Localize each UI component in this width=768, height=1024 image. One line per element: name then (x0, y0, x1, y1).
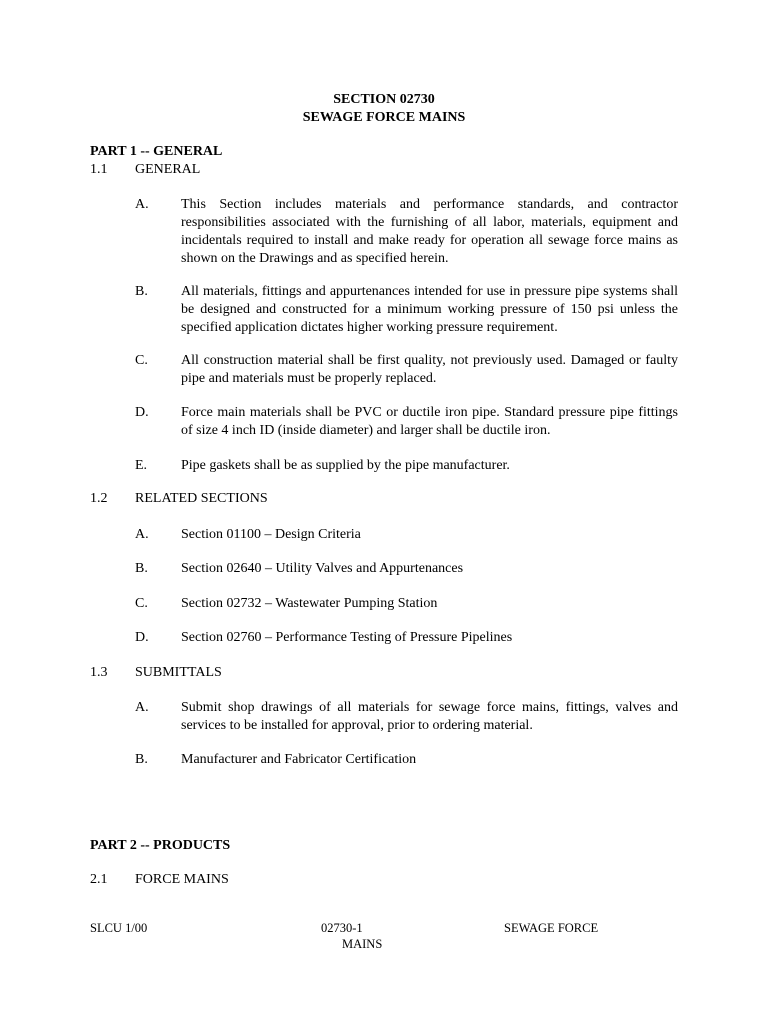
item-1-3-a-text: Submit shop drawings of all materials for sewage force mains, fittings, valves and services to be installed for approval, prior to ordering material. (181, 700, 678, 733)
item-1-3-b-text: Manufacturer and Fabricator Certification (181, 752, 417, 767)
item-1-1-e-text: Pipe gaskets shall be as supplied by the pipe manufacturer. (181, 458, 510, 473)
section-1-1-title: GENERAL (135, 162, 201, 177)
footer-left: SLCU 1/00 (90, 921, 148, 935)
item-1-1-b-letter: B. (135, 284, 148, 299)
item-1-1-a-letter: A. (135, 197, 149, 212)
item-1-2-c-text: Section 02732 – Wastewater Pumping Station (181, 596, 438, 611)
footer-wrap: MAINS (342, 937, 383, 951)
item-1-1-b-text: All materials, fittings and appurtenances intended for use in pressure pipe systems shall be designed and constructed for a minimum working pressure of 150 psi unless the specified application dictates higher working pressure requirement. (181, 284, 678, 335)
section-2-1-number: 2.1 (90, 872, 108, 887)
item-1-1-e-letter: E. (135, 458, 148, 473)
footer-page-number: 02730-1 (321, 921, 363, 935)
item-1-2-d-text: Section 02760 – Performance Testing of Pressure Pipelines (181, 630, 513, 645)
item-1-1-c-text: All construction material shall be first quality, not previously used. Damaged or faulty pipe and materials must be properly replaced. (181, 353, 678, 386)
section-1-1-number: 1.1 (90, 162, 108, 177)
section-1-2-title: RELATED SECTIONS (135, 491, 268, 506)
item-1-3-a-letter: A. (135, 700, 149, 715)
item-1-2-b-text: Section 02640 – Utility Valves and Appurtenances (181, 561, 464, 576)
section-2-1-title: FORCE MAINS (135, 872, 229, 887)
item-1-1-a-text: This Section includes materials and performance standards, and contractor responsibilities associated with the furnishing of all labor, materials, equipment and incidentals required to install and make ready for operation all sewage force mains as shown on the Drawings and as specified herein. (181, 197, 678, 266)
item-1-1-d-letter: D. (135, 405, 149, 420)
item-1-3-b-letter: B. (135, 752, 148, 767)
section-1-2-number: 1.2 (90, 491, 108, 506)
part2-heading: PART 2 -- PRODUCTS (90, 838, 231, 853)
item-1-2-a-letter: A. (135, 527, 149, 542)
footer-right: SEWAGE FORCE (504, 921, 599, 935)
item-1-1-d-text: Force main materials shall be PVC or ductile iron pipe. Standard pressure pipe fittings of size 4 inch ID (inside diameter) and larger shall be ductile iron. (181, 405, 678, 438)
item-1-2-d-letter: D. (135, 630, 149, 645)
item-1-2-c-letter: C. (135, 596, 148, 611)
section-1-3-number: 1.3 (90, 665, 108, 680)
item-1-2-b-letter: B. (135, 561, 148, 576)
section-name-title: SEWAGE FORCE MAINS (302, 110, 466, 125)
section-number-title: SECTION 02730 (333, 92, 435, 107)
item-1-2-a-text: Section 01100 – Design Criteria (181, 527, 361, 542)
section-1-3-title: SUBMITTALS (135, 665, 222, 680)
part1-heading: PART 1 -- GENERAL (90, 144, 223, 159)
item-1-1-c-letter: C. (135, 353, 148, 368)
